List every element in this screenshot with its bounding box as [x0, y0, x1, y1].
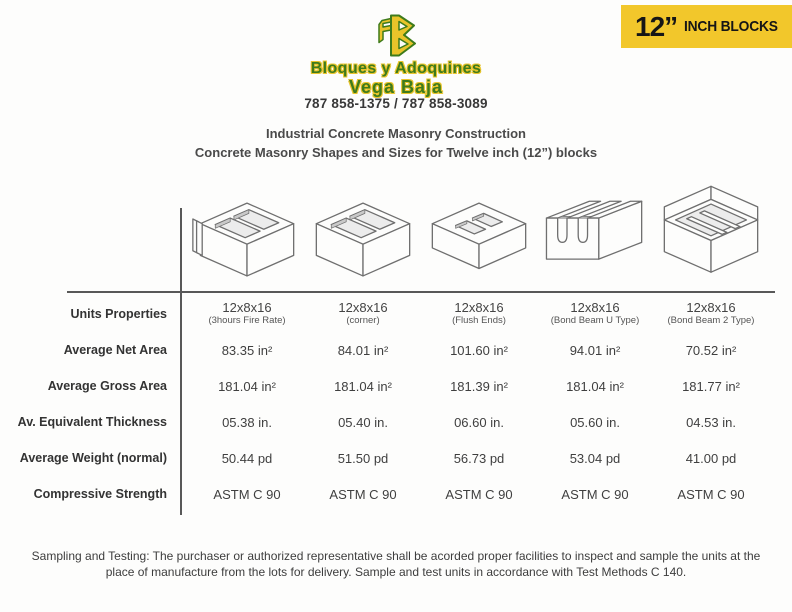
company-name-line1: Bloques y Adoquines — [310, 60, 482, 77]
block-fire-rate-illustration — [189, 176, 305, 290]
table-cell: 50.44 pd — [221, 450, 273, 466]
column-header — [537, 296, 653, 332]
row-label-gross-area: Average Gross Area — [47, 379, 167, 393]
table-cell: 70.52 in² — [685, 342, 737, 358]
column-size: 12x8x16 — [222, 299, 272, 315]
column-size: 12x8x16 — [454, 299, 504, 315]
column-variant: (corner) — [346, 314, 380, 326]
document-title-line2: Concrete Masonry Shapes and Sizes for Twelve inch (12”) blocks — [194, 145, 598, 160]
table-cell: 181.04 in² — [566, 378, 624, 394]
table-cell: ASTM C 90 — [445, 486, 513, 502]
table-cell: 84.01 in² — [337, 342, 389, 358]
sampling-testing-line2: place of manufacture from the lots for delivery. Sample and test units in accordance with Test Methods C 140. — [105, 565, 687, 579]
row-label-units-properties: Units Properties — [70, 307, 167, 321]
company-name-line2: Vega Baja — [348, 77, 444, 97]
column-variant: (3hours Fire Rate) — [208, 314, 286, 326]
table-cell: ASTM C 90 — [677, 486, 745, 502]
table-cell: 101.60 in² — [450, 342, 508, 358]
table-cell: 05.40 in. — [338, 414, 388, 430]
row-label-equivalent-thickness: Av. Equivalent Thickness — [17, 415, 167, 429]
size-badge — [621, 5, 792, 48]
column-header — [653, 296, 769, 332]
column-size: 12x8x16 — [570, 299, 620, 315]
table-cell: 94.01 in² — [569, 342, 621, 358]
table-cell: 181.04 in² — [334, 378, 392, 394]
row-label-average-weight: Average Weight (normal) — [19, 451, 167, 465]
document-title-line1: Industrial Concrete Masonry Construction — [265, 126, 527, 141]
table-cell: 41.00 pd — [685, 450, 737, 466]
column-variant: (Bond Beam 2 Type) — [667, 314, 755, 326]
column-variant: (Bond Beam U Type) — [550, 314, 640, 326]
column-size: 12x8x16 — [686, 299, 736, 315]
table-cell: 51.50 pd — [337, 450, 389, 466]
table-cell: 83.35 in² — [221, 342, 273, 358]
badge-type-label: INCH BLOCKS — [684, 18, 778, 35]
table-cell: 53.04 pd — [569, 450, 621, 466]
table-cell: 05.60 in. — [570, 414, 620, 430]
row-label-compressive-strength: Compressive Strength — [33, 487, 167, 501]
column-header — [189, 296, 305, 332]
table-cell: 06.60 in. — [454, 414, 504, 430]
column-header — [305, 296, 421, 332]
column-header — [421, 296, 537, 332]
company-logo-icon — [376, 13, 416, 58]
block-illustrations-row — [189, 176, 769, 290]
table-cell: 181.39 in² — [450, 378, 508, 394]
table-cell: ASTM C 90 — [213, 486, 281, 502]
column-size: 12x8x16 — [338, 299, 388, 315]
table-cell: 181.77 in² — [682, 378, 740, 394]
sampling-testing-note — [0, 548, 792, 580]
row-label-net-area: Average Net Area — [63, 343, 167, 357]
phone-numbers: 787 858-1375 / 787 858-3089 — [304, 96, 488, 111]
spec-table — [0, 296, 792, 512]
table-cell: ASTM C 90 — [329, 486, 397, 502]
document-title — [0, 124, 792, 162]
block-flush-ends-illustration — [421, 176, 537, 290]
table-cell: 04.53 in. — [686, 414, 736, 430]
block-bond-beam-u-illustration — [537, 176, 653, 290]
block-corner-illustration — [305, 176, 421, 290]
table-cell: 56.73 pd — [453, 450, 505, 466]
table-cell: ASTM C 90 — [561, 486, 629, 502]
column-variant: (Flush Ends) — [452, 314, 506, 326]
table-cell: 181.04 in² — [218, 378, 276, 394]
block-bond-beam-2-illustration — [653, 176, 769, 290]
table-horizontal-divider — [67, 291, 775, 293]
table-cell: 05.38 in. — [222, 414, 272, 430]
sampling-testing-line1: Sampling and Testing: The purchaser or authorized representative shall be acorded proper facilities to inspect and sample the units at the — [31, 549, 761, 563]
badge-size-label: 12” — [635, 10, 678, 42]
